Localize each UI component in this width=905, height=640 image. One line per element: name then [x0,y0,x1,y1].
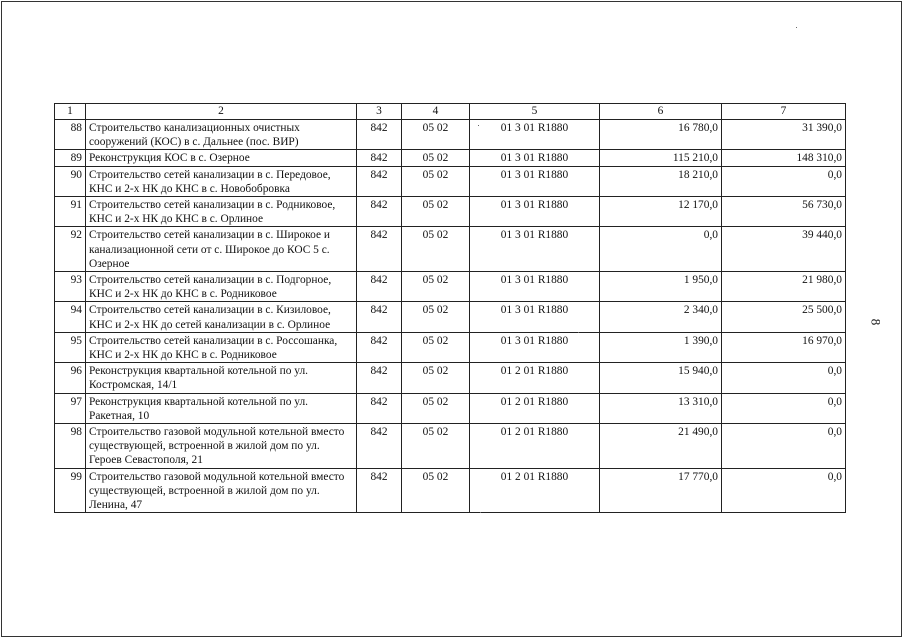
project-name: Реконструкция КОС в с. Озерное [86,150,357,166]
budget-table [54,103,846,513]
column-header: 7 [722,104,846,120]
scan-speck [480,512,481,513]
table-row [55,468,846,513]
target-item-code: 01 2 01 R1880 [470,393,600,423]
row-number: 91 [55,197,86,227]
amount-col6: 0,0 [600,227,722,272]
table-row [55,393,846,423]
target-item-code: 01 3 01 R1880 [470,166,600,196]
department-code: 842 [357,120,402,150]
amount-col6: 1 950,0 [600,272,722,302]
section-code: 05 02 [402,272,470,302]
amount-col6: 12 170,0 [600,197,722,227]
amount-col7: 21 980,0 [722,272,846,302]
column-header: 3 [357,104,402,120]
project-name: Реконструкция квартальной котельной по ул. Костромская, 14/1 [86,363,357,393]
amount-col6: 18 210,0 [600,166,722,196]
table-row [55,363,846,393]
department-code: 842 [357,302,402,332]
project-name: Строительство сетей канализации в с. Кизиловое, КНС и 2-х НК до сетей канализации в с. Орлиное [86,302,357,332]
scan-speck [796,27,797,28]
department-code: 842 [357,363,402,393]
row-number: 93 [55,272,86,302]
amount-col6: 2 340,0 [600,302,722,332]
row-number: 96 [55,363,86,393]
project-name: Строительство сетей канализации в с. Подгорное, КНС и 2-х НК до КНС в с. Родниковое [86,272,357,302]
target-item-code: 01 2 01 R1880 [470,424,600,469]
project-name: Строительство сетей канализации в с. Россошанка, КНС и 2-х НК до КНС в с. Родниковое [86,332,357,362]
page-number: 8 [868,318,884,326]
scan-speck [478,125,479,126]
table-row [55,332,846,362]
section-code: 05 02 [402,363,470,393]
section-code: 05 02 [402,150,470,166]
section-code: 05 02 [402,393,470,423]
row-number: 88 [55,120,86,150]
amount-col7: 148 310,0 [722,150,846,166]
table-row [55,302,846,332]
amount-col6: 16 780,0 [600,120,722,150]
amount-col7: 0,0 [722,166,846,196]
column-header: 4 [402,104,470,120]
amount-col7: 0,0 [722,393,846,423]
column-header: 5 [470,104,600,120]
row-number: 95 [55,332,86,362]
header-row [55,104,846,120]
target-item-code: 01 3 01 R1880 [470,197,600,227]
department-code: 842 [357,166,402,196]
row-number: 99 [55,468,86,513]
target-item-code: 01 3 01 R1880 [470,120,600,150]
table-row [55,227,846,272]
amount-col6: 21 490,0 [600,424,722,469]
amount-col7: 0,0 [722,424,846,469]
target-item-code: 01 2 01 R1880 [470,363,600,393]
table-row [55,150,846,166]
section-code: 05 02 [402,332,470,362]
target-item-code: 01 3 01 R1880 [470,332,600,362]
section-code: 05 02 [402,166,470,196]
project-name: Строительство газовой модульной котельной вместо существующей, встроенной в жилой дом по ул. Ленина, 47 [86,468,357,513]
project-name: Строительство сетей канализации в с. Широкое и канализационной сети от с. Широкое до КОС 5 с. Озерное [86,227,357,272]
target-item-code: 01 2 01 R1880 [470,468,600,513]
department-code: 842 [357,393,402,423]
row-number: 98 [55,424,86,469]
department-code: 842 [357,272,402,302]
column-header: 1 [55,104,86,120]
project-name: Строительство канализационных очистных сооружений (КОС) в с. Дальнее (пос. ВИР) [86,120,357,150]
department-code: 842 [357,197,402,227]
amount-col6: 115 210,0 [600,150,722,166]
row-number: 92 [55,227,86,272]
table-row [55,272,846,302]
department-code: 842 [357,332,402,362]
amount-col7: 0,0 [722,363,846,393]
table-row [55,120,846,150]
target-item-code: 01 3 01 R1880 [470,227,600,272]
section-code: 05 02 [402,468,470,513]
section-code: 05 02 [402,302,470,332]
scan-speck [578,332,579,333]
project-name: Строительство сетей канализации в с. Передовое, КНС и 2-х НК до КНС в с. Новобобровка [86,166,357,196]
target-item-code: 01 3 01 R1880 [470,302,600,332]
amount-col7: 39 440,0 [722,227,846,272]
table-row [55,166,846,196]
amount-col7: 56 730,0 [722,197,846,227]
section-code: 05 02 [402,120,470,150]
target-item-code: 01 3 01 R1880 [470,150,600,166]
department-code: 842 [357,424,402,469]
amount-col7: 31 390,0 [722,120,846,150]
amount-col6: 13 310,0 [600,393,722,423]
column-header: 6 [600,104,722,120]
amount-col7: 16 970,0 [722,332,846,362]
row-number: 90 [55,166,86,196]
section-code: 05 02 [402,227,470,272]
target-item-code: 01 3 01 R1880 [470,272,600,302]
project-name: Строительство газовой модульной котельной вместо существующей, встроенной в жилой дом по ул. Героев Севастополя, 21 [86,424,357,469]
amount-col6: 15 940,0 [600,363,722,393]
amount-col6: 1 390,0 [600,332,722,362]
department-code: 842 [357,227,402,272]
section-code: 05 02 [402,424,470,469]
project-name: Строительство сетей канализации в с. Родниковое, КНС и 2-х НК до КНС в с. Орлиное [86,197,357,227]
table-row [55,197,846,227]
department-code: 842 [357,468,402,513]
row-number: 89 [55,150,86,166]
section-code: 05 02 [402,197,470,227]
amount-col7: 0,0 [722,468,846,513]
amount-col7: 25 500,0 [722,302,846,332]
project-name: Реконструкция квартальной котельной по ул. Ракетная, 10 [86,393,357,423]
amount-col6: 17 770,0 [600,468,722,513]
column-header: 2 [86,104,357,120]
department-code: 842 [357,150,402,166]
row-number: 94 [55,302,86,332]
table-row [55,424,846,469]
row-number: 97 [55,393,86,423]
